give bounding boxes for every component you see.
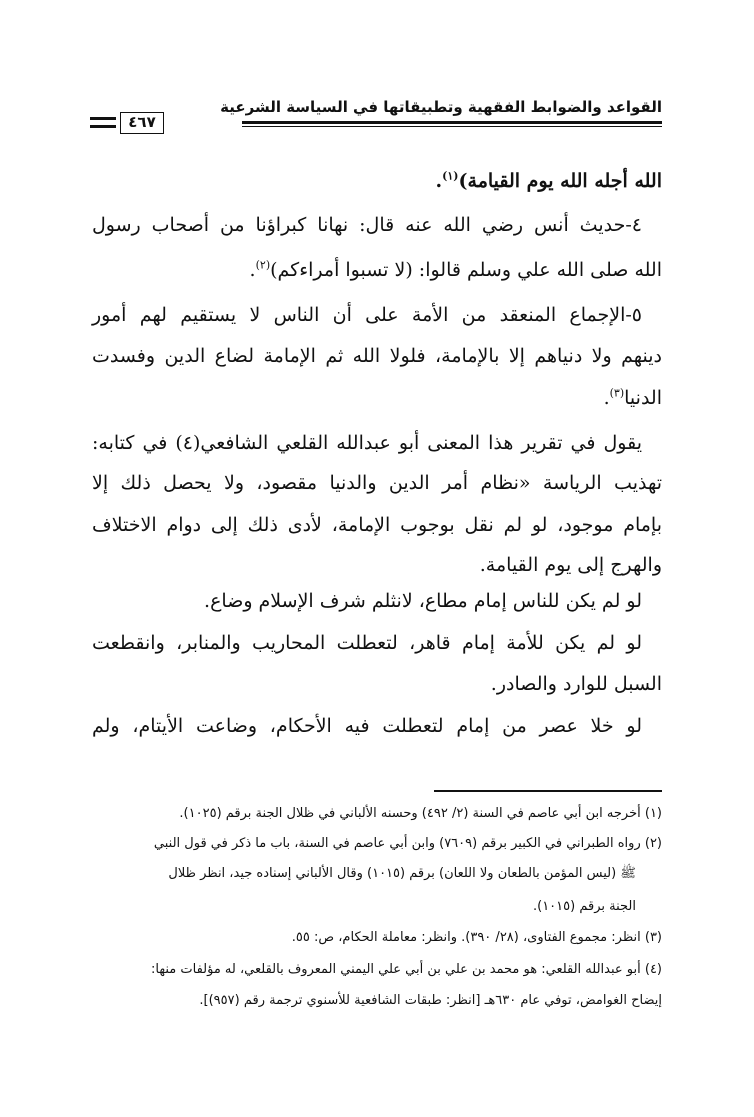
body-line: لو لم يكن للناس إمام مطاع، لانثلم شرف الإسلام وضاع.: [204, 590, 642, 612]
header-rule-thin: [242, 126, 662, 127]
body-line: الله أجله الله يوم القيامة)$^{(١)}$.: [435, 169, 662, 192]
body-line: السبل للوارد والصادر.: [490, 673, 662, 695]
body-line: الله صلى الله علي وسلم قالوا: (لا تسبوا أمراءكم)$^{(٢)}$.: [249, 258, 662, 281]
page-number-ornament: [90, 117, 116, 120]
footnote: ﷺ (ليس المؤمن بالطعان ولا اللعان) برقم (١٠١٥) وقال الألباني إسناده جيد، انظر ظلال: [168, 866, 636, 881]
body-line: لو خلا عصر من إمام لتعطلت فيه الأحكام، وضاعت الأيتام، ولم: [92, 715, 642, 737]
body-line: الدنيا$^{(٣)}$.: [603, 386, 662, 409]
footnote: إيضاح الغوامض، توفي عام ٦٣٠هـ [انظر: طبقات الشافعية للأسنوي ترجمة رقم (٩٥٧)].: [199, 993, 662, 1008]
running-header: [90, 96, 662, 140]
body-line: يقول في تقرير هذا المعنى أبو عبدالله القلعي الشافعي(٤) في كتابه:: [92, 432, 642, 454]
footnote-ref: (٣): [609, 386, 625, 400]
footnote: (٤) أبو عبدالله القلعي: هو محمد بن علي بن أبي علي اليمني المعروف بالقلعي، له مؤلفات منها:: [151, 962, 662, 977]
body-line: دينهم ولا دنياهم إلا بالإمامة، فلولا الله ثم الإمامة لضاع الدين وفسدت: [92, 345, 662, 367]
footnote: الجنة برقم (١٠١٥).: [532, 899, 636, 914]
page-number: ٤٦٧: [120, 112, 164, 134]
body-line: بإمام موجود، لو لم نقل بوجوب الإمامة، لأدى ذلك إلى دوام الاختلاف: [92, 514, 662, 536]
footnote-separator: [434, 790, 662, 792]
body-line: لو لم يكن للأمة إمام قاهر، لتعطلت المحاريب والمنابر، وانقطعت: [92, 632, 642, 654]
footnote: (٣) انظر: مجموع الفتاوى، (٢٨/ ٣٩٠). وانظر: معاملة الحكام، ص: ٥٥.: [291, 930, 662, 945]
footnote-ref: (٢): [255, 258, 271, 272]
body-line: ٤-حديث أنس رضي الله عنه قال: نهانا كبراؤنا من أصحاب رسول: [92, 214, 642, 236]
header-title: القواعد والضوابط الفقهية وتطبيقاتها في السياسة الشرعية: [220, 98, 662, 116]
body-line: تهذيب الرياسة «نظام أمر الدين والدنيا مقصود، ولا يحصل ذلك إلا: [92, 472, 662, 494]
body-line: والهرج إلى يوم القيامة.: [479, 554, 662, 576]
footnote: (١) أخرجه ابن أبي عاصم في السنة (٢/ ٤٩٢) وحسنه الألباني في ظلال الجنة برقم (١٠٢٥).: [179, 806, 662, 821]
page-number-ornament: [90, 125, 116, 128]
body-line: ٥-الإجماع المنعقد من الأمة على أن الناس لا يستقيم لهم أمور: [92, 304, 642, 326]
footnote: (٢) رواه الطبراني في الكبير برقم (٧٦٠٩) وابن أبي عاصم في السنة، باب ما ذكر في قول النبي: [153, 836, 662, 851]
footnote-ref: (١): [442, 169, 459, 183]
header-rule: [242, 121, 662, 124]
